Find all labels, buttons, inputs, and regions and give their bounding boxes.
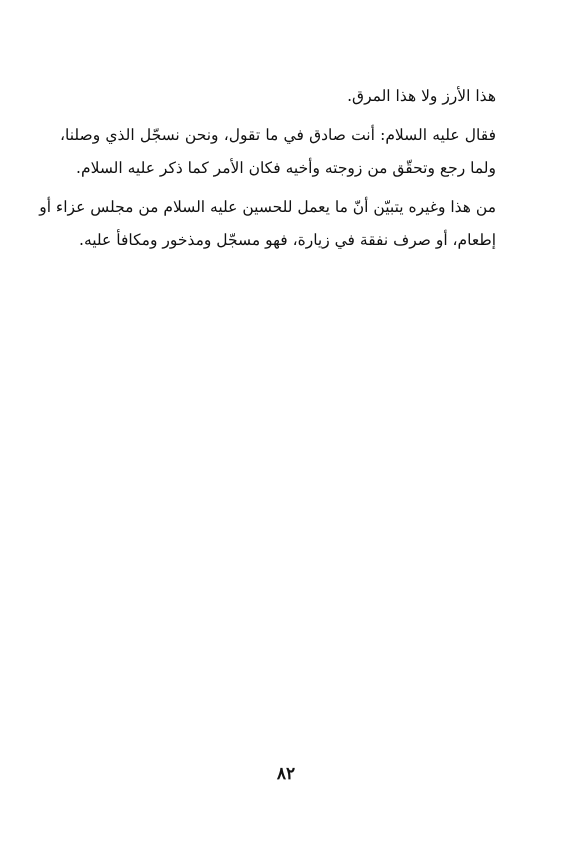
text-line: ولما رجع وتحقّق من زوجته وأخيه فكان الأمر كما ذكر عليه السلام. [76, 159, 496, 177]
paragraph-3 [39, 191, 496, 257]
paragraph-1 [60, 80, 496, 113]
text-line: من هذا وغيره يتبيّن أنّ ما يعمل للحسين عليه السلام من مجلس عزاء أو [39, 198, 496, 216]
paragraph-2 [60, 119, 496, 185]
page-body [39, 80, 496, 257]
text-line: إطعام، أو صرف نفقة في زيارة، فهو مسجّل ومذخور ومكافأ عليه. [79, 231, 496, 249]
page-number: ٨٢ [276, 764, 296, 784]
text-line: هذا الأرز ولا هذا المرق. [347, 87, 496, 105]
text-line: فقال عليه السلام: أنت صادق في ما تقول، ونحن نسجّل الذي وصلنا، [60, 126, 496, 144]
